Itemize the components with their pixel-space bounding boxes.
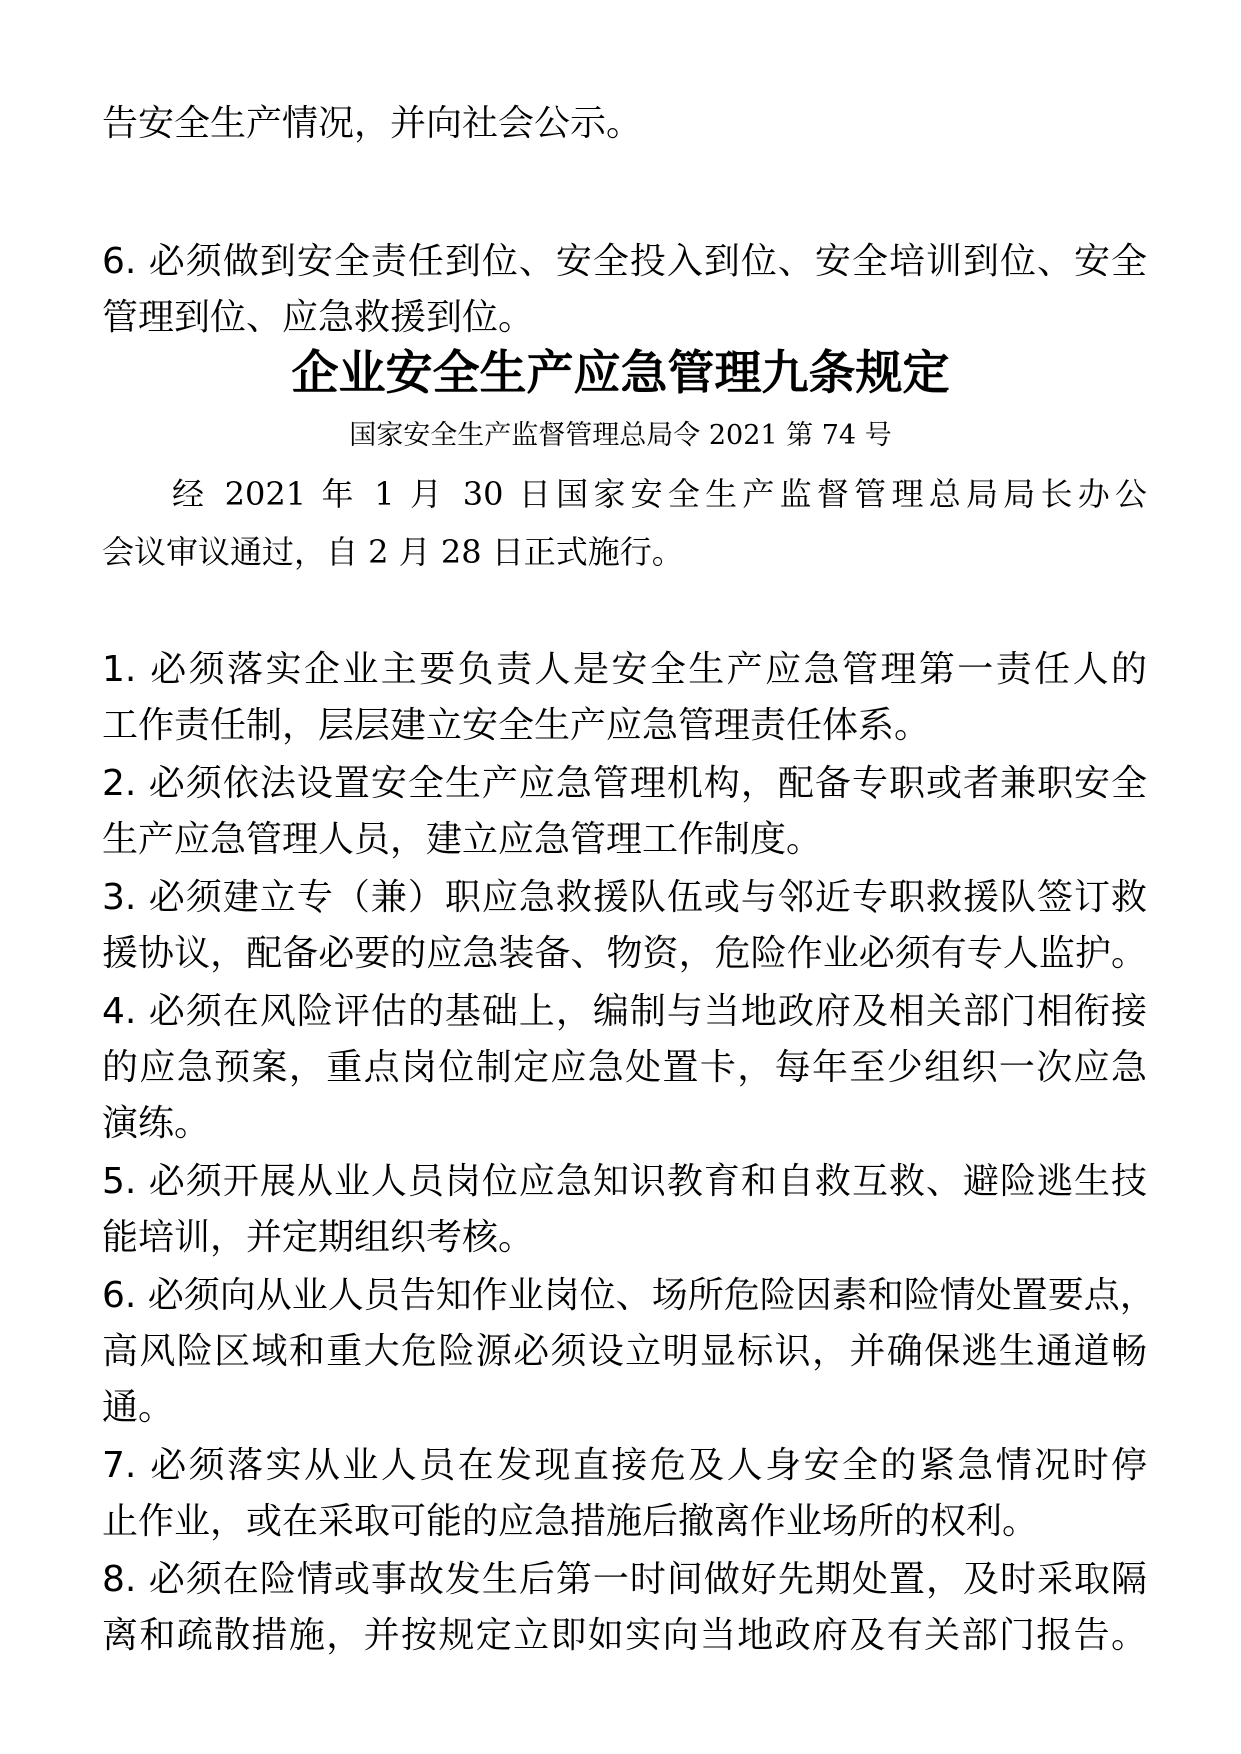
item-5-line-1: 5. 必须开展从业人员岗位应急知识教育和自救互救、避险逃生技 (102, 1161, 1147, 1202)
preceding-item-6-line-1: 6. 必须做到安全责任到位、安全投入到位、安全培训到位、安全 (102, 241, 1147, 282)
item-8-line-1: 8. 必须在险情或事故发生后第一时间做好先期处置，及时采取隔 (102, 1559, 1147, 1600)
item-1-line-1: 1. 必须落实企业主要负责人是安全生产应急管理第一责任人的 (102, 649, 1147, 690)
item-7-line-2: 止作业，或在采取可能的应急措施后撤离作业场所的权利。 (102, 1501, 1039, 1542)
item-3-line-1: 3. 必须建立专（兼）职应急救援队伍或与邻近专职救援队签订救 (102, 877, 1147, 918)
item-6-line-1: 6. 必须向从业人员告知作业岗位、场所危险因素和险情处置要点， (102, 1275, 1156, 1316)
item-6-line-3: 通。 (102, 1387, 175, 1428)
preceding-text-line: 告安全生产情况，并向社会公示。 (102, 103, 643, 144)
preceding-item-6-line-2: 管理到位、应急救援到位。 (102, 297, 535, 338)
item-6-line-2: 高风险区域和重大危险源必须设立明显标识，并确保逃生通道畅 (102, 1331, 1147, 1372)
item-2-line-1: 2. 必须依法设置安全生产应急管理机构，配备专职或者兼职安全 (102, 763, 1147, 804)
item-4-line-3: 演练。 (102, 1103, 211, 1144)
item-4-line-2: 的应急预案，重点岗位制定应急处置卡，每年至少组织一次应急 (102, 1047, 1147, 1088)
item-1-line-2: 工作责任制，层层建立安全生产应急管理责任体系。 (102, 705, 931, 746)
item-3-line-2: 援协议，配备必要的应急装备、物资，危险作业必须有专人监护。 (102, 933, 1147, 974)
item-4-line-1: 4. 必须在风险评估的基础上，编制与当地政府及相关部门相衔接 (102, 991, 1147, 1032)
regulation-order-number: 国家安全生产监督管理总局令 2021 第 74 号 (349, 420, 892, 451)
regulation-intro-line-2: 会议审议通过，自 2 月 28 日正式施行。 (102, 533, 684, 571)
regulation-intro-line-1: 经 2021 年 1 月 30 日国家安全生产监督管理总局局长办公 (172, 475, 1147, 513)
item-2-line-2: 生产应急管理人员，建立应急管理工作制度。 (102, 819, 823, 860)
item-7-line-1: 7. 必须落实从业人员在发现直接危及人身安全的紧急情况时停 (102, 1445, 1147, 1486)
regulation-title: 企业安全生产应急管理九条规定 (291, 346, 950, 401)
item-5-line-2: 能培训，并定期组织考核。 (102, 1217, 535, 1258)
item-8-line-2: 离和疏散措施，并按规定立即如实向当地政府及有关部门报告。 (102, 1615, 1147, 1656)
